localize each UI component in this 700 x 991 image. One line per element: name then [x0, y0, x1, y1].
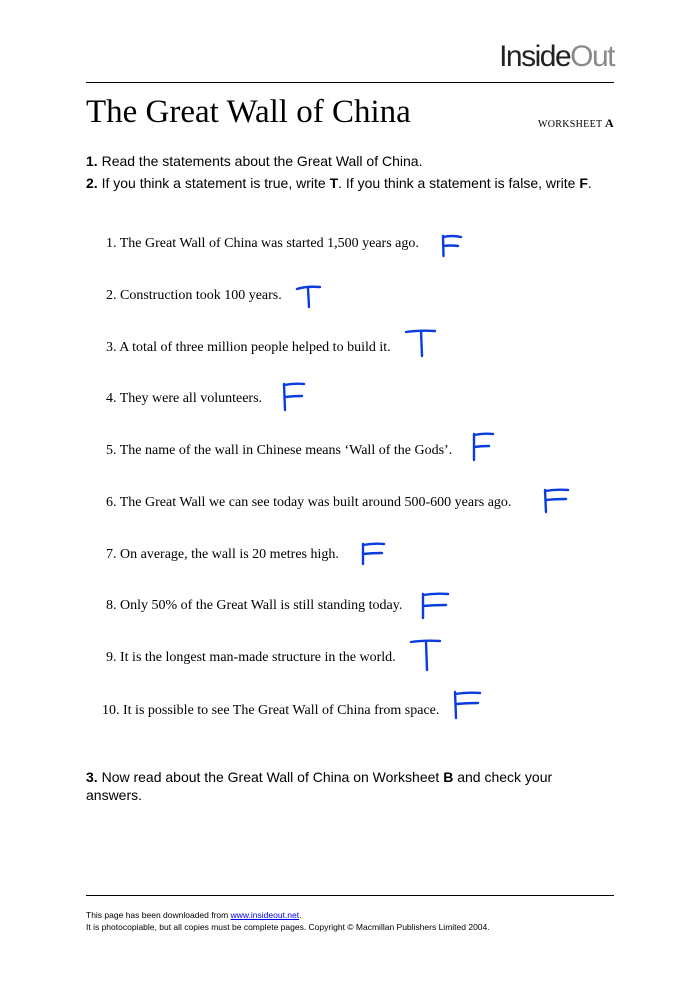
instruction-3-number: 3.	[86, 769, 98, 785]
statement-number: 7.	[106, 547, 117, 562]
statement-item	[102, 704, 439, 718]
answer-mark-9	[410, 640, 442, 672]
handwritten-f-icon	[420, 592, 450, 620]
answer-mark-1	[440, 235, 464, 257]
statement-text: On average, the wall is 20 metres high.	[120, 547, 339, 562]
handwritten-t-icon	[410, 640, 442, 672]
answer-mark-7	[360, 542, 386, 566]
statement-number: 4.	[106, 391, 117, 406]
instruction-2-end: .	[587, 175, 592, 191]
statement-number: 3.	[106, 340, 117, 355]
page-title: The Great Wall of China	[86, 94, 411, 130]
statement-text: The Great Wall we can see today was built around 500-600 years ago.	[119, 495, 512, 510]
brand-inside: Inside	[499, 40, 571, 73]
instruction-2-true-letter: T	[329, 175, 339, 191]
statement-text: It is possible to see The Great Wall of China from space.	[123, 703, 440, 718]
brand-out: Out	[570, 40, 614, 73]
footer-download-text: This page has been downloaded from	[86, 910, 231, 920]
statement-number: 10.	[102, 703, 120, 718]
handwritten-t-icon	[296, 285, 322, 309]
answer-mark-2	[296, 285, 322, 309]
handwritten-t-icon	[405, 330, 437, 358]
statement-item	[106, 548, 339, 562]
statement-number: 1.	[106, 236, 117, 251]
statement-number: 6.	[106, 495, 117, 510]
statement-text: A total of three million people helped to build it.	[119, 340, 391, 355]
instruction-2	[86, 174, 592, 192]
statement-item	[106, 341, 391, 355]
answer-mark-3	[405, 330, 437, 358]
statement-text: Construction took 100 years.	[120, 288, 282, 303]
statement-item	[106, 651, 396, 665]
statement-number: 2.	[106, 288, 117, 303]
header-divider	[86, 82, 614, 83]
footer-copyright: It is photocopiable, but all copies must be complete pages. Copyright © Macmillan Publishers Limited 2004.	[86, 922, 490, 932]
statement-item	[106, 237, 419, 251]
instruction-3-end: and check your answers.	[86, 769, 553, 803]
answer-mark-6	[542, 488, 570, 514]
instruction-1-number: 1.	[86, 153, 98, 169]
statement-number: 5.	[106, 443, 117, 458]
instruction-2-mid: . If you think a statement is false, write	[338, 175, 580, 191]
statement-text: They were all volunteers.	[119, 391, 263, 406]
footer-period: .	[299, 910, 302, 920]
footer-link[interactable]: www.insideout.net	[230, 910, 300, 920]
answer-mark-5	[471, 432, 495, 462]
instruction-1	[86, 152, 422, 170]
statement-number: 8.	[106, 598, 117, 613]
statement-item	[106, 599, 402, 613]
worksheet-word: WORKSHEET	[538, 119, 603, 130]
answer-mark-10	[452, 690, 482, 720]
brand-logo	[499, 42, 614, 72]
instruction-3	[86, 768, 606, 804]
instruction-2-number: 2.	[86, 175, 98, 191]
statement-item	[106, 444, 452, 458]
statement-item	[106, 289, 282, 303]
statement-text: The name of the wall in Chinese means ‘Wall of the Gods’.	[119, 443, 453, 458]
footer-divider	[86, 895, 614, 896]
statement-text: The Great Wall of China was started 1,500 years ago.	[119, 236, 419, 251]
statement-text: It is the longest man-made structure in the world.	[120, 650, 396, 665]
instruction-1-text: Read the statements about the Great Wall of China.	[97, 153, 423, 169]
handwritten-f-icon	[360, 542, 386, 566]
answer-mark-4	[281, 382, 307, 412]
instruction-2-pre: If you think a statement is true, write	[97, 175, 330, 191]
statement-item	[106, 496, 511, 510]
handwritten-f-icon	[452, 690, 482, 720]
handwritten-f-icon	[542, 488, 570, 514]
statement-text: Only 50% of the Great Wall is still standing today.	[120, 598, 403, 613]
statement-number: 9.	[106, 650, 117, 665]
instruction-2-false-letter: F	[579, 175, 588, 191]
footer-line-1	[86, 911, 302, 920]
handwritten-f-icon	[281, 382, 307, 412]
statement-item	[106, 392, 262, 406]
answer-mark-8	[420, 592, 450, 620]
handwritten-f-icon	[471, 432, 495, 462]
instruction-3-pre: Now read about the Great Wall of China on Worksheet	[97, 769, 444, 785]
worksheet-label	[538, 116, 614, 131]
handwritten-f-icon	[440, 235, 464, 257]
instruction-3-worksheet-letter: B	[443, 769, 454, 785]
worksheet-letter: A	[605, 116, 614, 130]
